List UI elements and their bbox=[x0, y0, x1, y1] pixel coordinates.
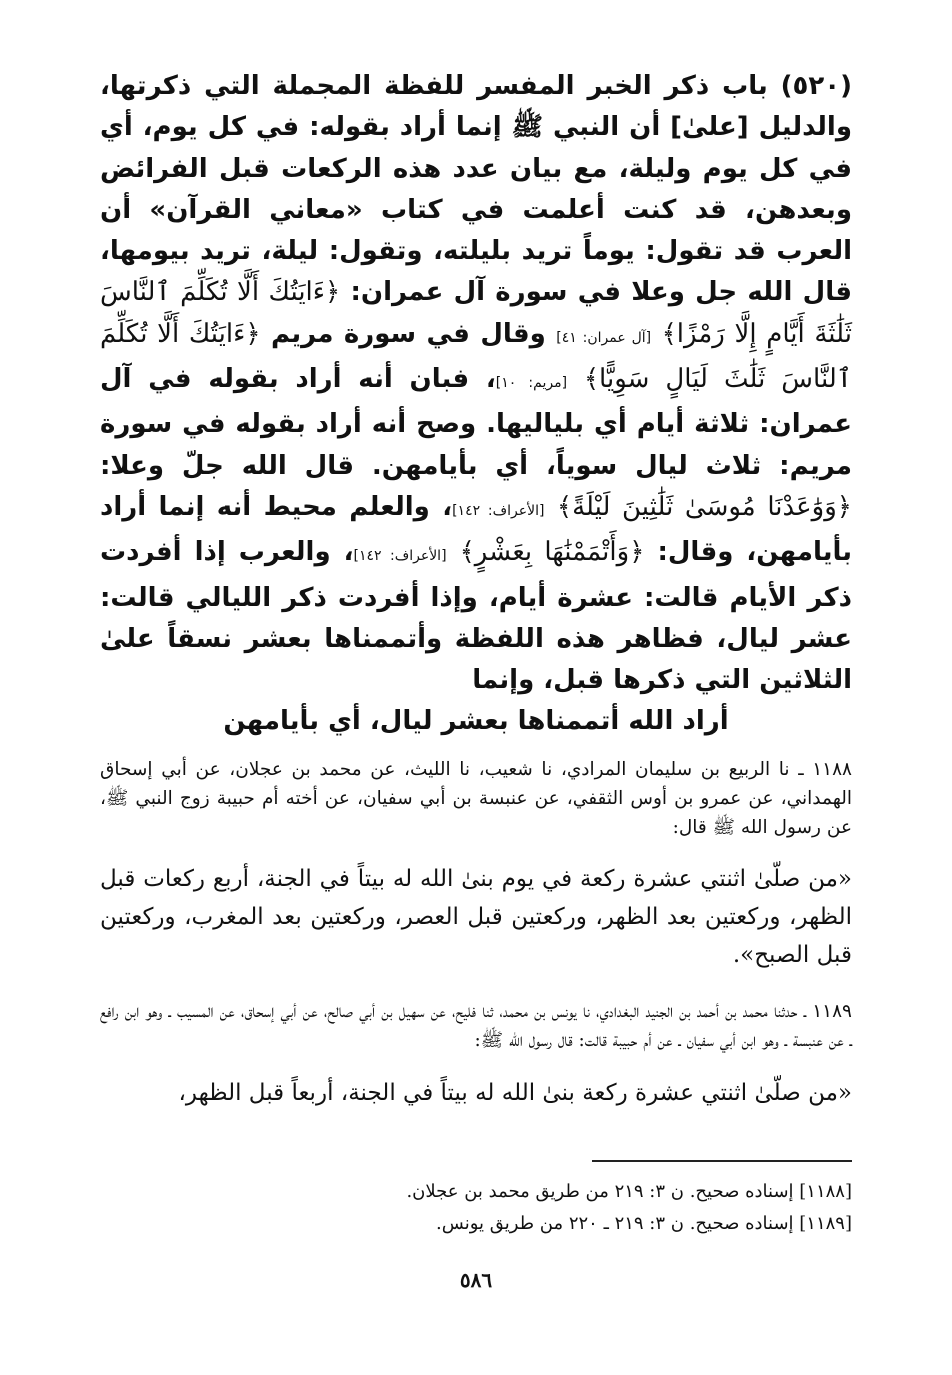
verse-reference: [آل عمران: ٤١] bbox=[556, 329, 652, 346]
hadith-1188-matn: «من صلّىٰ اثنتي عشرة ركعة في يوم بنىٰ الله له بيتاً في الجنة، أربع ركعات قبل الظهر، وركعتين بعد الظهر، وركعتين قبل العصر، وركعتين بعد المغرب، وركعتين قبل الصبح». bbox=[100, 866, 852, 969]
hadith-1189-matn: «من صلّىٰ اثنتي عشرة ركعة بنىٰ الله له بيتاً في الجنة، أربعاً قبل الظهر، bbox=[178, 1079, 852, 1106]
verse-reference: [الأعراف: ١٤٢] bbox=[452, 502, 545, 519]
quran-verse: ﴿ءَايَتُكَ أَلَّا تُكَلِّمَ ٱلنَّاسَ ثَلَٰثَةَ أَيَّامٍ إِلَّا رَمْزًا﴾ bbox=[100, 277, 852, 349]
chapter-line: [علىٰ] أن النبي ﷺ إنما أراد بقوله: في كل يوم، أي في كل يوم وليلة، bbox=[100, 112, 852, 184]
chapter-last-line: أراد الله أتممناها بعشر ليال، أي بأيامهن bbox=[223, 706, 729, 737]
page-body bbox=[100, 66, 852, 1135]
footnote-divider bbox=[592, 1160, 852, 1162]
chapter-line: باب ذكر الخبر المفسر للفظة المجملة التي ذكرتها، والدليل bbox=[100, 71, 852, 143]
footnote-1189: [١١٨٩] إسناده صحيح. ن ٣: ٢١٩ ـ ٢٢٠ من طريق يونس. bbox=[436, 1213, 852, 1234]
chapter-text: ، فبان أنه أراد بقوله في آل عمران: ثلاثة أيام أي بلياليها. وصح أنه أراد بقوله في سورة مريم: ثلاث ليال سوياً، أي بأيامهن. قال الله جلّ وعلا: bbox=[100, 364, 852, 481]
footnote-1188: [١١٨٨] إسناده صحيح. ن ٣: ٢١٩ من طريق محمد بن عجلان. bbox=[406, 1181, 852, 1202]
verse-reference: [مريم: ١٠] bbox=[495, 375, 568, 392]
page-number: ٥٨٦ bbox=[459, 1268, 493, 1292]
quran-verse: ﴿ءَايَتُكَ أَلَّا تُكَلِّمَ ٱلنَّاسَ ثَلَٰثَ لَيَالٍ سَوِيًّا﴾ bbox=[100, 318, 852, 395]
hadith-1188-isnad: ١١٨٨ ـ نا الربيع بن سليمان المرادي، نا شعيب، نا الليث، عن محمد بن عجلان، عن أبي إسحاق الهمداني، عن عمرو بن أوس الثقفي، عن عنبسة بن أبي سفيان، عن أخته أم حبيبة زوج النبي ﷺ، عن رسول الله ﷺ قال: bbox=[100, 758, 852, 838]
verse-reference: [الأعراف: ١٤٢] bbox=[353, 548, 447, 565]
chapter-text: ، والعرب إذا أفردت ذكر الأيام قالت: عشرة أيام، وإذا أفردت ذكر الليالي قالت: عشر ليال، فظاهر هذه اللفظة وأتممناها بعشر نسقاً علىٰ الثلاثين التي ذكرها قبل، وإنما bbox=[100, 537, 852, 696]
chapter-text: ، والعلم محيط أنه إنما أراد بأيامهن، وقال: bbox=[100, 491, 852, 568]
chapter-heading bbox=[100, 66, 852, 743]
chapter-number: (٥٢٠) bbox=[780, 71, 852, 101]
hadith-1189-isnad: ١١٨٩ ـ حدثنا محمد بن أحمد بن الجنيد البغدادي، نا يونس بن محمد، ثنا فليح، عن سهيل بن أبي صالح، عن أبي إسحاق، عن المسيب ـ وهو ابن رافع ـ عن عنبسة ـ وهو ابن أبي سفيان ـ عن أم حبيبة قالت: قال رسول الله ﷺ: bbox=[100, 1001, 852, 1052]
footnotes bbox=[100, 1176, 852, 1240]
chapter-line: كتاب «معاني القرآن» أن العرب قد تقول: يوماً تريد بليلته، وتقول: bbox=[100, 194, 852, 267]
chapter-line: ليلة، تريد بيومها، قال الله جل وعلا في سورة آل عمران: bbox=[100, 236, 852, 308]
chapter-text: وقال في سورة مريم bbox=[271, 318, 546, 349]
quran-verse: ﴿وَأَتْمَمْنَٰهَا بِعَشْرٍ﴾ bbox=[459, 537, 645, 568]
chapter-line: مع بيان عدد هذه الركعات قبل الفرائض وبعدهن، قد كنت أعلمت في bbox=[100, 153, 852, 225]
quran-verse: ﴿وَوَٰعَدْنَا مُوسَىٰ ثَلَٰثِينَ لَيْلَةً﴾ bbox=[556, 491, 852, 522]
